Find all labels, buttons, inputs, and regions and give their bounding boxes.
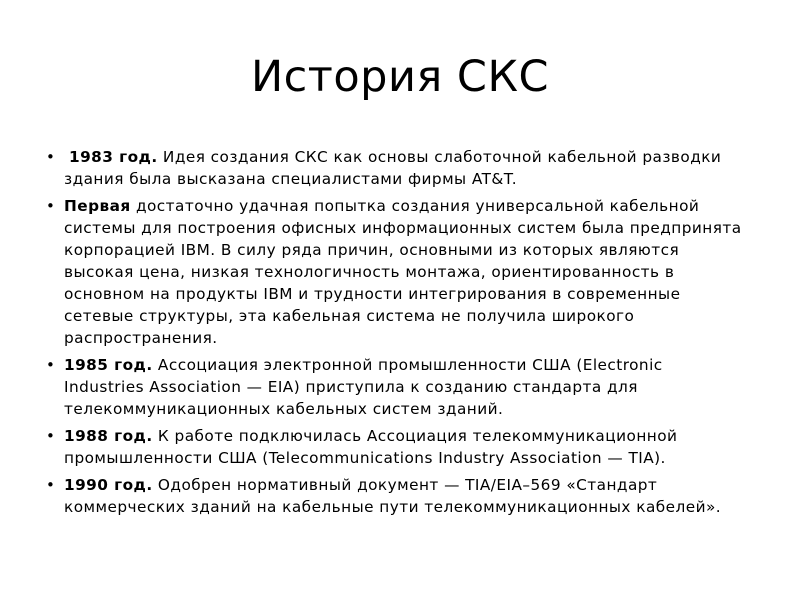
bullet-dot-icon: •: [46, 356, 56, 374]
bullet-text: достаточно удачная попытка создания универсальной кабельной системы для построения офисных информационных систем была предпринята корпорацией IBM. В силу ряда причин, основными из которых являются высокая цена, низкая технологичность монтажа, ориентированность в основном на продукты IBM и трудности интегрирования в современные сетевые структуры, эта кабельная система не получила широкого распространения.: [64, 197, 742, 347]
bullet-text: Одобрен нормативный документ — TIA/EIA–569 «Стандарт коммерческих зданий на кабельные пути телекоммуникационных кабелей».: [64, 476, 722, 516]
bullet-list: [44, 146, 744, 523]
bullet-item: [44, 474, 744, 518]
bullet-item: [44, 146, 744, 190]
bullet-lead: 1988 год.: [64, 427, 153, 445]
bullet-dot-icon: •: [46, 476, 56, 494]
bullet-dot-icon: •: [46, 148, 56, 166]
bullet-text: К работе подключилась Ассоциация телекоммуникационной промышленности США (Telecommunications Industry Association — TIA).: [64, 427, 678, 467]
bullet-text: Идея создания СКС как основы слаботочной кабельной разводки здания была высказана специалистами фирмы AT&T.: [64, 148, 722, 188]
bullet-item: [44, 195, 744, 349]
slide-title: История СКС: [250, 52, 550, 102]
bullet-lead: 1985 год.: [64, 356, 153, 374]
bullet-dot-icon: •: [46, 197, 56, 215]
bullet-lead: 1983 год.: [69, 148, 158, 166]
bullet-lead: Первая: [64, 197, 131, 215]
bullet-item: [44, 425, 744, 469]
bullet-lead: 1990 год.: [64, 476, 153, 494]
bullet-dot-icon: •: [46, 427, 56, 445]
bullet-item: [44, 354, 744, 420]
bullet-text: Ассоциация электронной промышленности США (Electronic Industries Association — EIA) приступила к созданию стандарта для телекоммуникационных кабельных систем зданий.: [64, 356, 663, 418]
